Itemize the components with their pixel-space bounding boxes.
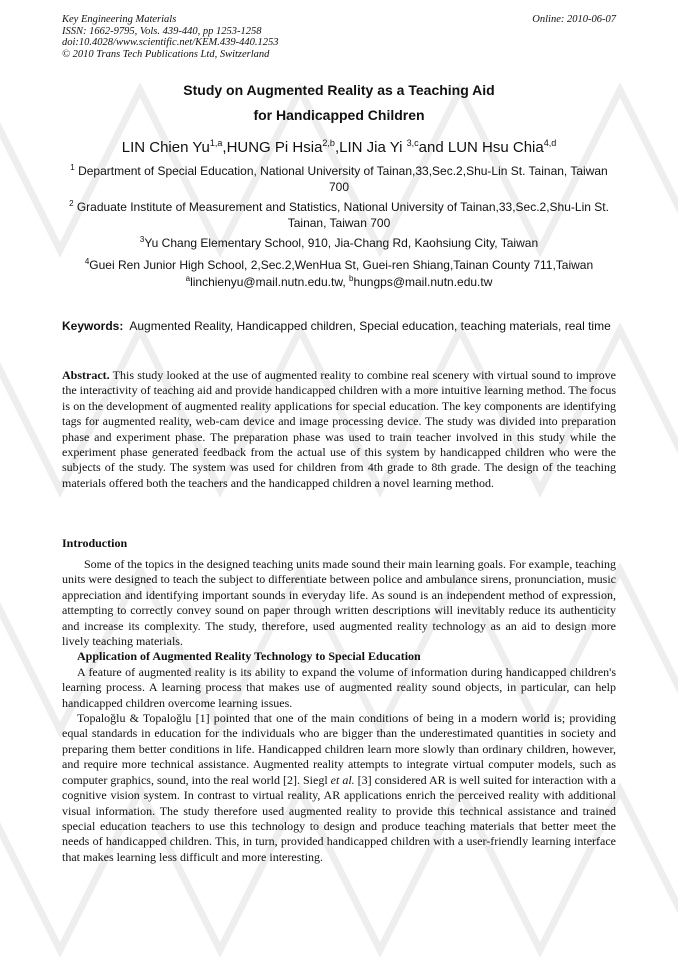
author-superscript: 2,b	[322, 138, 335, 148]
introduction-paragraph-2: A feature of augmented reality is its ability to expand the volume of information during handicapped children's learning process. A learning process that makes use of augmented reality sound objects, in particular, can help handicapped children overcome learning issues.	[62, 664, 616, 710]
issn-line: ISSN: 1662-9795, Vols. 439-440, pp 1253-1258	[62, 25, 262, 37]
author-name: LUN Hsu Chia	[447, 139, 544, 156]
journal-metadata	[62, 14, 279, 60]
affiliation-text: Guei Ren Junior High School, 2,Sec.2,WenHua St, Guei-ren Shiang,Tainan County 711,Taiwan	[89, 258, 594, 272]
affiliation-marker: 4	[84, 257, 90, 266]
online-date: Online: 2010-06-07	[532, 14, 616, 25]
introduction-paragraph-1: Some of the topics in the designed teaching units made sound their main learning goals. For example, teaching units were designed to teach the subject to differentiate between police and ambulance sirens, pronunciation, music appreciation and identifying important sounds in everyday life. As sound is an independent method of expression, attempting to correctly convey sound on paper through written descriptions will inevitably reduce its authenticity and increase its complexity. The study, therefore, used augmented reality technology as an aid to design more lively teaching materials.	[62, 557, 616, 649]
introduction-body	[62, 557, 616, 865]
email-address[interactable]: hungps@mail.nutn.edu.tw	[353, 275, 493, 289]
affiliation-marker: 3	[139, 235, 145, 244]
author-superscript: 3,c	[406, 138, 419, 148]
paper-title-line-1: Study on Augmented Reality as a Teaching Aid	[183, 82, 495, 98]
abstract-text: This study looked at the use of augmented reality to combine real scenery with virtual sound to improve the interactivity of teaching aid and provide handicapped children with a more intuitive learning method. The focus is on the development of augmented reality applications for special education. The key components are identifying tags for augmented reality, web-cam device and image processing device. The study was divided into preparation phase and experiment phase. The preparation phase was used to train teacher involved in this study while the experiment phase generated feedback from the actual use of this system by handicapped children who were the subjects of the study. The system was used for children from 4th grade to 8th grade. The design of the teaching materials offered both the teachers and the handicapped children a novel learning method.	[62, 368, 616, 490]
author-name: HUNG Pi Hsia	[226, 139, 323, 156]
email-marker: a	[185, 274, 191, 283]
author-name: LIN Jia Yi	[339, 139, 407, 156]
email-marker: b	[349, 274, 354, 283]
section-heading-introduction: Introduction	[62, 536, 128, 550]
author-separator: and	[418, 139, 448, 156]
author-name: LIN Chien Yu	[121, 139, 210, 156]
affiliation-text: Department of Special Education, National University of Tainan,33,Sec.2,Shu-Lin St. Tainan, Taiwan 700	[74, 164, 608, 194]
subsection-heading: Application of Augmented Reality Technology to Special Education	[77, 649, 421, 664]
keywords-label: Keywords:	[62, 319, 124, 333]
affiliation-2	[62, 199, 616, 231]
affiliation-text: Yu Chang Elementary School, 910, Jia-Chang Rd, Kaohsiung City, Taiwan	[144, 236, 539, 250]
citation-et-al: et al.	[330, 772, 355, 787]
affiliation-1	[62, 163, 616, 195]
author-superscript: 1,a	[209, 138, 223, 148]
paper-title-line-2: for Handicapped Children	[253, 107, 425, 123]
affiliation-text: Graduate Institute of Measurement and Statistics, National University of Tainan,33,Sec.2,Shu-Lin St. Tainan, Taiwan 700	[73, 200, 609, 230]
author-list	[0, 139, 678, 156]
paragraph-3-text-a: Topaloğlu & Topaloğlu [1] pointed that one of the main conditions of being in a modern world is; providing equal standards in education for the individuals who are bigger than the underestimated quantities in society and preparing them better conditions in life. Handicapped children learn more slowly than ordinary children, however, and require more technical assistance. Augmented reality attempts to integrate virtual computer models, such as computer graphics, sound, into the real world [2]. Siegl	[62, 711, 616, 787]
author-emails	[62, 274, 616, 290]
doi-line: doi:10.4028/www.scientific.net/KEM.439-440.1253	[62, 37, 279, 48]
copyright-line: © 2010 Trans Tech Publications Ltd, Switzerland	[62, 48, 270, 60]
email-address[interactable]: linchienyu@mail.nutn.edu.tw,	[190, 275, 349, 289]
keywords-block	[62, 318, 616, 334]
journal-name: Key Engineering Materials	[62, 14, 177, 25]
affiliation-marker: 1	[70, 163, 75, 172]
abstract-label: Abstract.	[62, 368, 110, 382]
introduction-paragraph-3	[62, 711, 616, 865]
author-separator: ,	[334, 139, 340, 156]
affiliation-marker: 2	[69, 199, 74, 208]
author-superscript: 4,d	[543, 138, 557, 148]
author-separator: ,	[222, 139, 227, 156]
affiliation-3	[62, 235, 616, 251]
paragraph-3-text-b: [3] considered AR is well suited for interaction with a cognitive vision system. In contrast to virtual reality, AR applications enrich the perceived reality with additional visual information. The study therefore used augmented reality to provide this technical assistance and trained special education teachers to use this technology to design and produce teaching materials that better meet the needs of handicapped children. This, in turn, provided handicapped children with a user-friendly learning interface that makes learning less difficult and more interesting.	[62, 772, 616, 864]
affiliation-4	[62, 257, 616, 273]
keywords-text: Augmented Reality, Handicapped children, Special education, teaching materials, real time	[129, 319, 611, 333]
abstract	[62, 368, 616, 491]
